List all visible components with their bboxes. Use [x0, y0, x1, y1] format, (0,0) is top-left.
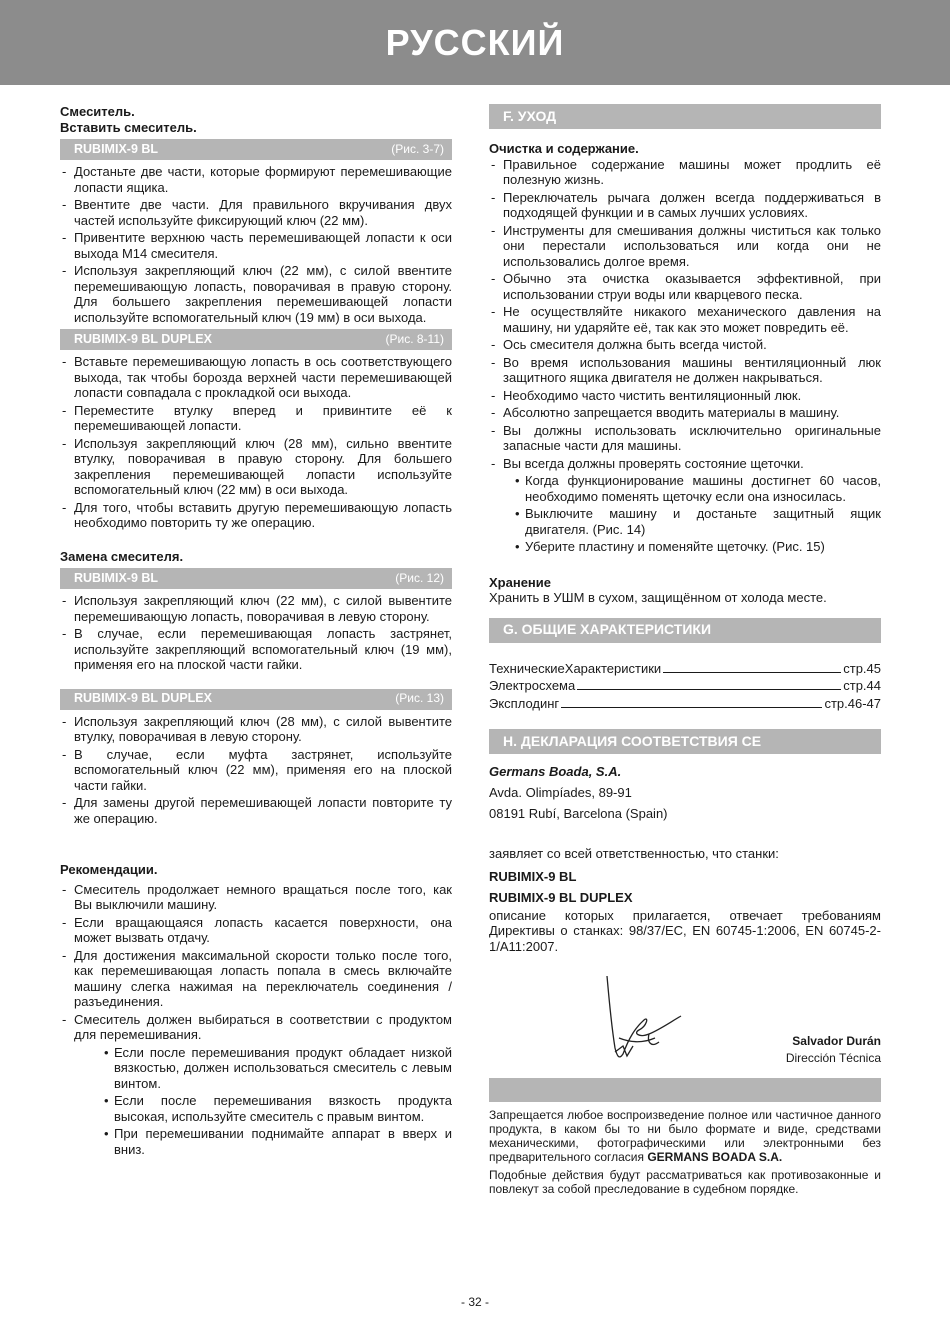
model-bar-4: [60, 689, 452, 710]
insert-bl-list: [60, 164, 452, 325]
copyright-bar: [489, 1078, 881, 1102]
model-bar-3-name: RUBIMIX-9 BL: [74, 570, 159, 585]
replace-duplex-list: [60, 714, 452, 827]
list-item: - Используя закрепляющий ключ (22 мм), с силой вывентите перемешивающую лопасть, поворачивая в левую сторону.: [60, 593, 452, 624]
toc-label: Эксплодинг: [489, 695, 560, 711]
list-item: - В случае, если муфта застрянет, используйте вспомогательный ключ (22 мм), применяя его на плоской части гайки.: [60, 747, 452, 794]
copyright-text-1-body: Запрещается любое воспроизведение полное или частичное данного продукта, в каком бы то ни было формате и виде, средствами механическими, фотографическими или электронными без предварительного согласия: [489, 1108, 881, 1164]
care-title: Очистка и содержание.: [489, 141, 639, 156]
toc-row: [489, 661, 881, 677]
sub-list-item: • При перемешивании поднимайте аппарат в вверх и вниз.: [104, 1126, 452, 1157]
insert-mixer-title: Вставить смеситель.: [60, 119, 197, 135]
section-h-bar: H. ДЕКЛАРАЦИЯ СООТВЕТСТВИЯ CE: [489, 729, 881, 754]
declared-model-2: RUBIMIX-9 BL DUPLEX: [489, 889, 633, 905]
list-item: - Переключатель рычага должен всегда поддерживаться в подходящей функции и в самых лучших условиях.: [489, 190, 881, 221]
toc-label: Электросхема: [489, 678, 576, 693]
list-item: [489, 456, 881, 555]
copyright-text-2: Подобные действия будут рассматриваться как противозаконные и повлекут за собой преследование в судебном порядке.: [489, 1168, 881, 1196]
list-item: - Переместите втулку вперед и привинтите её к перемешивающей лопасти.: [60, 403, 452, 434]
signature-area: [489, 968, 881, 1078]
copyright-company: GERMANS BOADA S.A.: [647, 1150, 783, 1164]
recommendations-title: Рекомендации.: [60, 862, 158, 877]
list-item: - Абсолютно запрещается вводить материалы в машину.: [489, 405, 881, 421]
storage-title: Хранение: [489, 574, 551, 590]
sub-list-item: • Если после перемешивания вязкость продукта высокая, используйте смеситель с правым винтом.: [104, 1093, 452, 1124]
list-item: - Вы должны использовать исключительно оригинальные запасные части для машины.: [489, 423, 881, 454]
care-sublist: [503, 473, 881, 555]
mixer-title: Смеситель.: [60, 104, 135, 119]
section-f-bar: F. УХОД: [489, 104, 881, 129]
list-item: - Используя закрепляющий ключ (22 мм), с силой ввентите перемешивающую лопасть, поворачивая в правую сторону. Для большего закрепления перемешивающей лопасти используйте вспомогательный ключ (19 мм) в оси выхода.: [60, 263, 452, 325]
sub-list-item: • Когда функционирование машины достигнет 60 часов, необходимо поменять щеточку если она износилась.: [515, 473, 881, 504]
address-line-2: 08191 Rubí, Barcelona (Spain): [489, 806, 668, 821]
model-bar-3: [60, 568, 452, 589]
signer-name: Salvador Durán: [792, 1034, 881, 1048]
list-item: - Не осуществляйте никакого механического давления на машину, ни ударяйте её, так как это может повредить её.: [489, 304, 881, 335]
model-bar-4-name: RUBIMIX-9 BL DUPLEX: [74, 691, 212, 706]
list-item: - Для того, чтобы вставить другую перемешивающую лопасть необходимо повторить ту же операцию.: [60, 500, 452, 531]
care-list: [489, 157, 881, 555]
model-bar-1: [60, 139, 452, 160]
left-column: [60, 104, 452, 1159]
list-item: - В случае, если перемешивающая лопасть застрянет, используйте закрепляющий вспомогательный ключ (19 мм), применяя его на плоской части гайки.: [60, 626, 452, 673]
model-bar-1-name: RUBIMIX-9 BL: [74, 141, 159, 156]
toc-row: [489, 696, 881, 712]
sub-list-item: • Уберите пластину и поменяйте щеточку. (Рис. 15): [515, 539, 881, 555]
storage-text: Хранить в УШМ в сухом, защищённом от холода месте.: [489, 590, 827, 605]
list-item: - Необходимо часто чистить вентиляционный люк.: [489, 388, 881, 404]
list-item: - Для замены другой перемешивающей лопасти повторите ту же операцию.: [60, 795, 452, 826]
list-item: - Обычно эта очистка оказывается эффективной, при использовании струи воды или кварцевого песка.: [489, 271, 881, 302]
sub-list-item: • Выключите машину и достаньте защитный ящик двигателя. (Рис. 14): [515, 506, 881, 537]
list-item: - Ось смесителя должна быть всегда чистой.: [489, 337, 881, 353]
model-bar-2: [60, 329, 452, 350]
list-item: - Используя закрепляющий ключ (28 мм), сильно ввентите втулку, поворачивая в правую сторону. Для большего закрепления перемешивающей лопасти используйте вспомогательный ключ (22 мм) в оси выхода.: [60, 436, 452, 498]
toc-leader: [577, 678, 841, 690]
toc-leader: [561, 696, 822, 708]
list-item: - Привентите верхнюю часть перемешивающей лопасти к оси выхода М14 смесителя.: [60, 230, 452, 261]
toc-label: ТехническиеХарактеристики: [489, 660, 662, 676]
right-column: [489, 104, 881, 1196]
list-item-text: Вы всегда должны проверять состояние щеточки.: [503, 455, 804, 471]
replace-mixer-title: Замена смесителя.: [60, 548, 184, 564]
signer-role: Dirección Técnica: [785, 1051, 881, 1065]
declares-text: заявляет со всей ответственностью, что станки:: [489, 846, 779, 861]
recommendations-sublist: [74, 1045, 452, 1158]
list-item: - Смеситель продолжает немного вращаться после того, как Вы выключили машину.: [60, 882, 452, 913]
toc-page: стр.45: [843, 660, 881, 676]
language-title: РУССКИЙ: [385, 21, 565, 63]
declared-model-1: RUBIMIX-9 BL: [489, 868, 577, 884]
list-item: - Инструменты для смешивания должны чиститься как только они перестали использоваться или когда они не использовались долгое время.: [489, 223, 881, 270]
model-bar-3-fig: (Рис. 12): [395, 570, 444, 585]
toc-page: стр.46-47: [824, 695, 881, 711]
list-item: - Достаньте две части, которые формируют перемешивающие лопасти ящика.: [60, 164, 452, 195]
model-bar-2-name: RUBIMIX-9 BL DUPLEX: [74, 331, 212, 346]
recommendations-list: [60, 882, 452, 1158]
list-item-text: Смеситель должен выбираться в соответствии с продуктом для перемешивания.: [74, 1011, 452, 1042]
copyright-text-1: [489, 1108, 881, 1164]
signature-image: [589, 968, 769, 1068]
toc-row: [489, 678, 881, 694]
company-name: Germans Boada, S.A.: [489, 764, 622, 779]
list-item: - Во время использования машины вентиляционный люк защитного ящика двигателя не должен накрываться.: [489, 355, 881, 386]
list-item: - Используя закрепляющий ключ (28 мм), с силой вывентите втулку, поворачивая в левую сторону.: [60, 714, 452, 745]
replace-bl-list: [60, 593, 452, 673]
toc-page: стр.44: [843, 678, 881, 693]
list-item: - Правильное содержание машины может продлить её полезную жизнь.: [489, 157, 881, 188]
directive-text: описание которых прилагается, отвечает требованиям Директивы о станках: 98/37/EC, EN 60745-1:2006, EN 60745-2-1/A11:2007.: [489, 907, 881, 954]
toc-leader: [663, 661, 841, 673]
page-header: [0, 0, 950, 85]
list-item: - Вставьте перемешивающую лопасть в ось соответствующего выхода, так чтобы борозда верхней части перемешивающей лопасти совпадала с прокладкой оси выхода.: [60, 354, 452, 401]
list-item: [60, 1012, 452, 1158]
list-item: - Если вращающаяся лопасть касается поверхности, она может вызвать отдачу.: [60, 915, 452, 946]
insert-duplex-list: [60, 354, 452, 531]
model-bar-1-fig: (Рис. 3-7): [391, 141, 444, 156]
section-g-bar: G. ОБЩИЕ ХАРАКТЕРИСТИКИ: [489, 618, 881, 643]
list-item: - Для достижения максимальной скорости только после того, как перемешивающая лопасть попала в смесь включайте машину слегка нажимая на переключатель соединения / разъединения.: [60, 948, 452, 1010]
address-line-1: Avda. Olimpíades, 89-91: [489, 785, 632, 800]
model-bar-4-fig: (Рис. 13): [395, 691, 444, 706]
list-item: - Ввентите две части. Для правильного вкручивания двух частей используйте фиксирующий ключ (22 мм).: [60, 197, 452, 228]
sub-list-item: • Если после перемешивания продукт обладает низкой вязкостью, должен использоваться смеситель с левым винтом.: [104, 1045, 452, 1092]
page-number: - 32 -: [460, 1295, 489, 1309]
model-bar-2-fig: (Рис. 8-11): [385, 331, 444, 346]
